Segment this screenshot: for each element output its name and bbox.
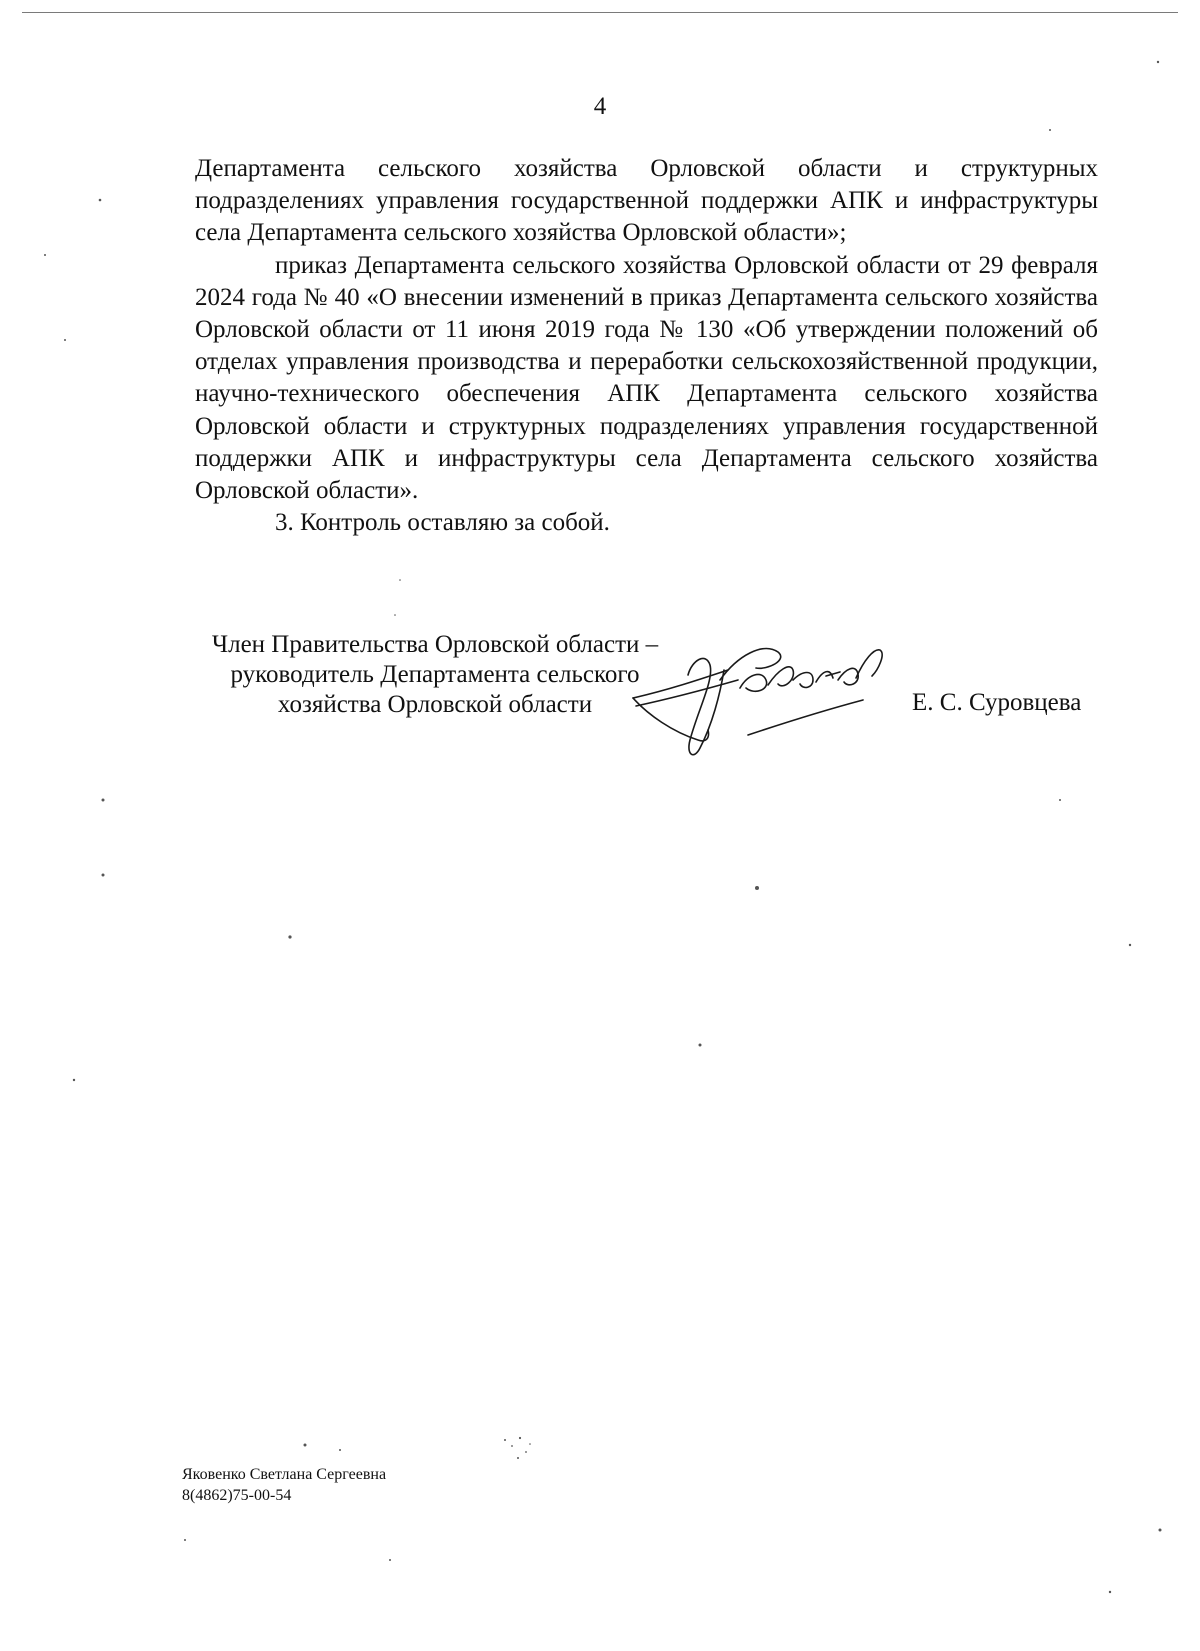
signatory-name: Е. С. Суровцева (912, 689, 1082, 716)
executor-name: Яковенко Светлана Сергеевна (182, 1466, 387, 1483)
handwritten-signature (628, 640, 898, 765)
signatory-position-line: Член Правительства Орловской области – (211, 631, 659, 658)
executor-block (182, 1464, 386, 1506)
executor-phone: 8(4862)75-00-54 (182, 1487, 292, 1504)
paragraph-order-reference: приказ Департамента сельского хозяйства Орловской области от 29 февраля 2024 года № 40 «О внесении изменений в приказ Департамента сельского хозяйства Орловской области от 11 июня 2019 года № 130 «Об утверждении положений об отделах управления производства и переработки сельскохозяйственной продукции, научно-технического обеспечения АПК Департамента сельского хозяйства Орловской области и структурных подразделениях управления государственной поддержки АПК и инфраструктуры села Департамента сельского хозяйства Орловской области». (195, 251, 1098, 505)
signatory-position-line: руководитель Департамента сельского (230, 661, 640, 688)
paragraph-continuation: Департамента сельского хозяйства Орловской области и структурных подразделениях управления государственной поддержки АПК и инфраструктуры села Департамента сельского хозяйства Орловской области»; (195, 155, 1098, 247)
signatory-position-line: хозяйства Орловской области (277, 691, 593, 718)
document-body (195, 153, 1098, 539)
scan-top-edge (22, 12, 1178, 13)
paragraph-control-clause: 3. Контроль оставляю за собой. (275, 509, 610, 537)
page-number: 4 (593, 93, 607, 120)
signatory-position (195, 630, 675, 720)
